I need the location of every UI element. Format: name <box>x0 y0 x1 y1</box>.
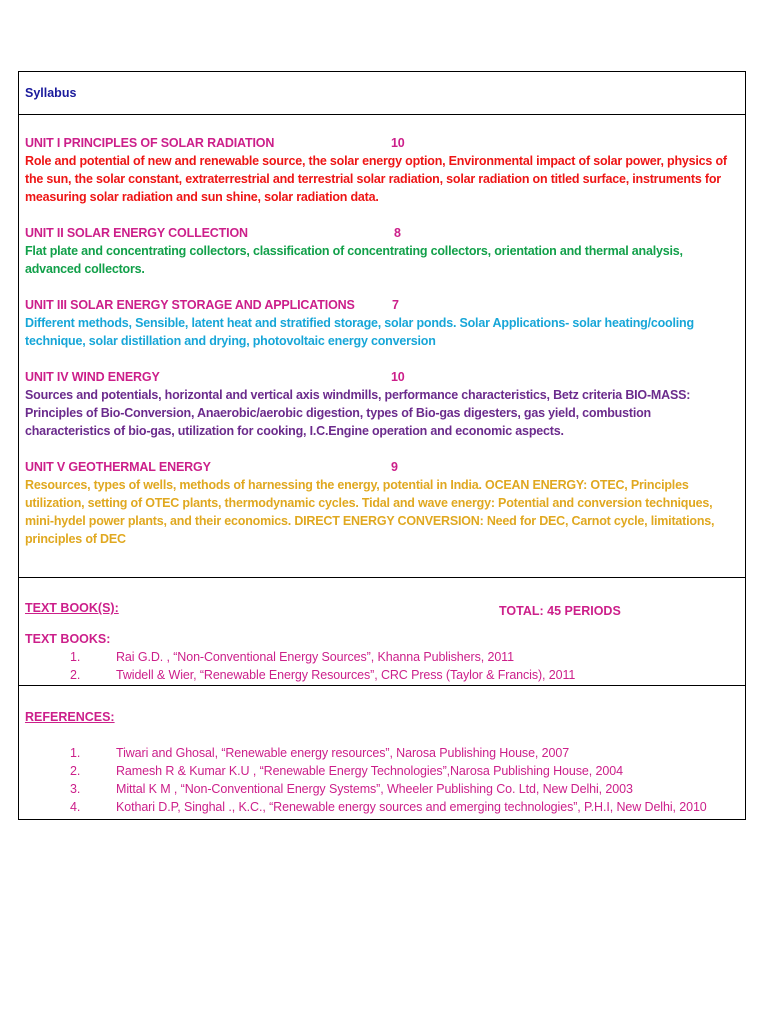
textbooks-section <box>19 578 745 686</box>
item-number: 2. <box>70 668 81 682</box>
syllabus-label: Syllabus <box>25 86 77 100</box>
item-number: 3. <box>70 782 81 796</box>
item-number: 4. <box>70 800 81 814</box>
unit-description: Sources and potentials, horizontal and vertical axis windmills, performance characteristics, Betz criteria BIO-MASS: Principles of Bio-Conversion, Anaerobic/aerobic digestion, types of Bio-gas digesters, gas yield, combustion characteristics of bio-gas, utilization for cooking, I.C.Engine operation and economic aspects. <box>25 388 691 438</box>
unit-title: UNIT V GEOTHERMAL ENERGY <box>25 460 211 474</box>
item-text: Rai G.D. , “Non-Conventional Energy Sources”, Khanna Publishers, 2011 <box>116 650 514 664</box>
unit-title: UNIT III SOLAR ENERGY STORAGE AND APPLICATIONS <box>25 298 355 312</box>
unit-description: Different methods, Sensible, latent heat and stratified storage, solar ponds. Solar Applications- solar heating/cooling technique, solar distillation and drying, photovoltaic energy conversion <box>25 316 694 348</box>
unit-3-header <box>25 296 737 314</box>
unit-description: Resources, types of wells, methods of harnessing the energy, potential in India. OCEAN ENERGY: OTEC, Principles utilization, setting of OTEC plants, thermodynamic cycles. Tidal and wave energy: Potential and conversion techniques, mini-hydel power plants, and their economics. DIRECT ENERGY CONVERSION: Need for DEC, Carnot cycle, limitations, principles of DEC <box>25 478 715 546</box>
textbooks-label: TEXT BOOKS: <box>25 632 111 646</box>
unit-periods: 8 <box>394 226 401 240</box>
references-section <box>19 686 745 819</box>
unit-title: UNIT I PRINCIPLES OF SOLAR RADIATION <box>25 136 275 150</box>
unit-2 <box>25 224 737 278</box>
textbook-item <box>25 648 737 666</box>
unit-description: Flat plate and concentrating collectors, classification of concentrating collectors, orientation and thermal analysis, advanced collectors. <box>25 244 683 276</box>
reference-item <box>25 780 737 798</box>
reference-item <box>25 762 737 780</box>
references-heading: REFERENCES: <box>25 710 115 724</box>
item-number: 1. <box>70 650 81 664</box>
unit-4 <box>25 368 737 440</box>
total-periods: TOTAL: 45 PERIODS <box>499 604 621 618</box>
item-number: 2. <box>70 764 81 778</box>
unit-5 <box>25 458 737 548</box>
unit-title: UNIT II SOLAR ENERGY COLLECTION <box>25 226 248 240</box>
unit-periods: 10 <box>391 136 405 150</box>
syllabus-table <box>18 71 746 820</box>
item-text: Twidell & Wier, “Renewable Energy Resources”, CRC Press (Taylor & Francis), 2011 <box>116 668 576 682</box>
unit-3 <box>25 296 737 350</box>
unit-4-header <box>25 368 737 386</box>
item-text: Ramesh R & Kumar K.U , “Renewable Energy Technologies”,Narosa Publishing House, 2004 <box>116 764 623 778</box>
unit-2-header <box>25 224 737 242</box>
unit-periods: 9 <box>391 460 398 474</box>
unit-5-header <box>25 458 737 476</box>
item-number: 1. <box>70 746 81 760</box>
unit-1-header <box>25 134 737 152</box>
unit-description: Role and potential of new and renewable source, the solar energy option, Environmental impact of solar power, physics of the sun, the solar constant, extraterrestrial and terrestrial solar radiation, solar radiation on titled surface, instruments for measuring solar radiation and sun shine, solar radiation data. <box>25 154 727 204</box>
textbook-heading: TEXT BOOK(S): <box>25 601 119 615</box>
item-text: Tiwari and Ghosal, “Renewable energy resources”, Narosa Publishing House, 2007 <box>116 746 570 760</box>
unit-title: UNIT IV WIND ENERGY <box>25 370 160 384</box>
item-text: Kothari D.P, Singhal ., K.C., “Renewable energy sources and emerging technologies”, P.H.I, New Delhi, 2010 <box>116 800 707 814</box>
item-text: Mittal K M , “Non-Conventional Energy Systems”, Wheeler Publishing Co. Ltd, New Delhi, 2003 <box>116 782 633 796</box>
syllabus-header-row <box>19 72 745 115</box>
unit-1 <box>25 134 737 206</box>
reference-item <box>25 798 737 816</box>
reference-item <box>25 744 737 762</box>
unit-periods: 7 <box>392 298 399 312</box>
unit-periods: 10 <box>391 370 405 384</box>
textbook-item <box>25 666 737 684</box>
